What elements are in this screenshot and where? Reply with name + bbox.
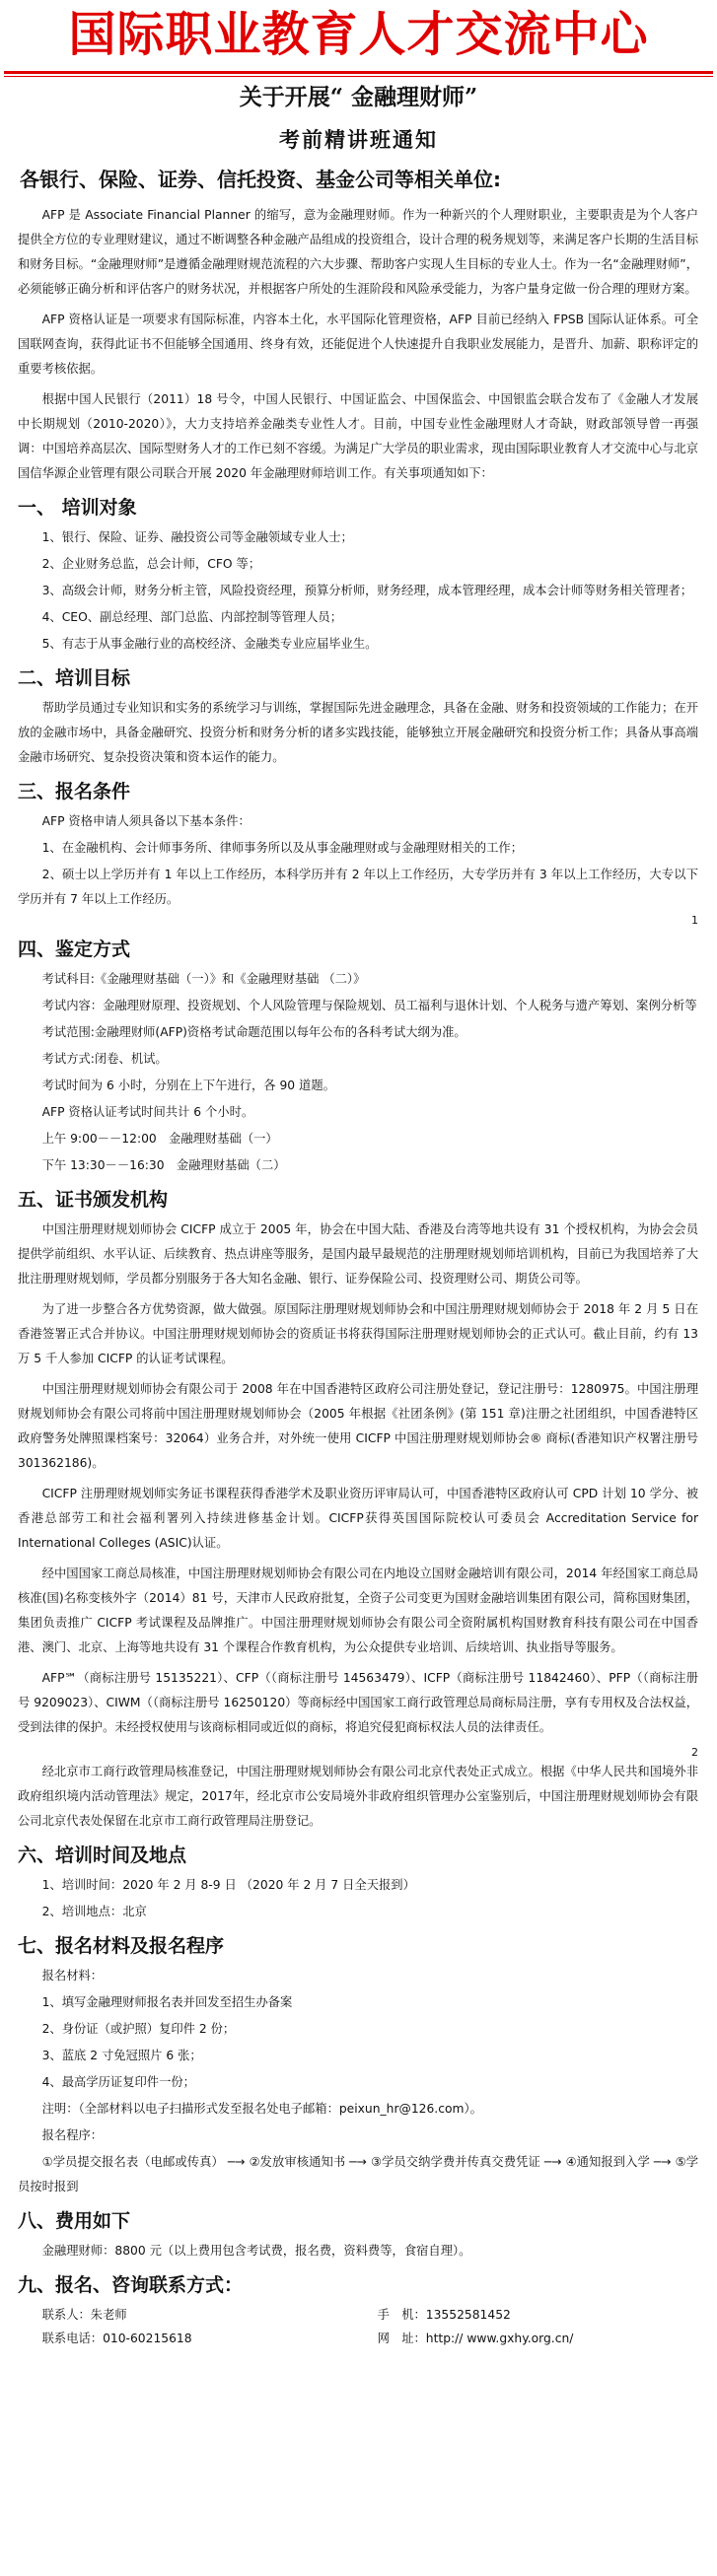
list-item: 2、企业财务总监，总会计师，CFO 等； xyxy=(41,557,261,571)
list-item: 3、蓝底 2 寸免冠照片 6 张； xyxy=(41,2049,202,2062)
section-paragraph: 中国注册理财规划师协会有限公司于 2008 年在中国香港特区政府公司注册处登记，登记注册号：1280975。中国注册理财规划师协会有限公司将前中国注册理财规划师协会（2005 年根据《社团条例》(第 151 章)注册之社团组织，中国香港特区政府警务处牌照课档案号：32064）业务合并，对外统一使用 CICFP 中国注册理财规划师协会® 商标(香港知识产权署注册号 301362186)。 xyxy=(18,1382,698,1470)
section-heading-training-goal: 二、培训目标 xyxy=(18,667,131,689)
list-item: 1、在金融机构、会计师事务所、律师事务所以及从事金融理财或与金融理财相关的工作； xyxy=(41,841,523,855)
notice-body xyxy=(18,203,698,2350)
section-paragraph: 为了进一步整合各方优势资源，做大做强。原国际注册理财规划师协会和中国注册理财规划师协会于 2018 年 2 月 5 日在香港签署正式合并协议。中国注册理财规划师协会的资质证书将获得国际注册理财规划师协会的正式认可。截止目前，约有 13 万 5 千人参加 CICFP 的认证考试课程。 xyxy=(18,1302,698,1365)
section-heading-contact: 九、报名、咨询联系方式： xyxy=(18,2274,244,2296)
intro-paragraph: AFP 资格认证是一项要求有国际标准，内容本土化，水平国际化管理资格，AFP 目前已经纳入 FPSB 国际认证体系。可全国联网查询，获得此证书不但能够全国通用、终身有效，还能促进个人快速提升自我职业发展能力，是晋升、加薪、职称评定的重要考核依据。 xyxy=(18,313,698,376)
list-item: 报名程序： xyxy=(41,2128,104,2142)
section-paragraph: 经中国国家工商总局核准，中国注册理财规划师协会有限公司在内地设立国财金融培训有限公司，2014 年经国家工商总局核准(国)名称变核外字（2014）81 号，天津市人民政府批复，全资子公司变更为国财金融培训集团有限公司，简称国财集团，集团负责推广 CICFP 考试课程及品牌推广。中国注册理财规划师协会有限公司全资附属机构国财教育科技有限公司在中国香港、澳门、北京、上海等地共设有 31 个课程合作教育机构，为公众提供专业培训、后续培训、执业指导等服务。 xyxy=(18,1566,698,1654)
list-item: 报名材料： xyxy=(41,1969,104,1983)
section-heading-time-place: 六、培训时间及地点 xyxy=(18,1845,187,1866)
list-item: 2、身份证（或护照）复印件 2 份； xyxy=(41,2022,236,2036)
list-item: 2、培训地点：北京 xyxy=(41,1905,147,1918)
list-item: 考试科目:《金融理财基础（一）》和《金融理财基础 （二）》 xyxy=(41,972,366,986)
list-item: 4、最高学历证复印件一份； xyxy=(41,2075,195,2089)
list-item: 5、有志于从事金融行业的高校经济、金融类专业应届毕业生。 xyxy=(41,637,378,651)
intro-paragraph: 根据中国人民银行（2011）18 号令，中国人民银行、中国证监会、中国保监会、中国银监会联合发布了《金融人才发展中长期规划（2010-2020）》，大力支持培养金融类专业性人才。目前，中国专业性金融理财人才奇缺，财政部领导曾一再强调：中国培养高层次、国际型财务人才的工作已刻不容缓。为满足广大学员的职业需求，现由国际职业教育人才交流中心与北京国信华源企业管理有限公司联合开展 2020 年金融理财师培训工作。有关事项通知如下： xyxy=(18,392,698,480)
section-heading-registration: 七、报名材料及报名程序 xyxy=(18,1935,225,1957)
contact-row xyxy=(18,2303,698,2327)
section-heading-training-target: 一、 培训对象 xyxy=(18,497,137,519)
list-item: 考试范围:金融理财师(AFP)资格考试命题范围以每年公布的各科考试大纲为准。 xyxy=(41,1025,466,1039)
addressee: 各银行、保险、证券、信托投资、基金公司等相关单位: xyxy=(20,168,501,191)
registration-flow: ①学员提交报名表（电邮或传真） ─→ ②发放审核通知书 ─→ ③学员交纳学费并传真交费凭证 ─→ ④通知报到入学 ─→ ⑤学员按时报到 xyxy=(18,2155,698,2193)
list-item: 注明：（全部材料以电子扫描形式发至报名处电子邮箱：peixun_hr@126.com）。 xyxy=(41,2102,482,2116)
list-item: AFP 资格申请人须具备以下基本条件： xyxy=(41,814,251,828)
notice-title: 关于开展“ 金融理财师” xyxy=(239,84,478,110)
list-item: 考试内容：金融理财原理、投资规划、个人风险管理与保险规划、员工福利与退休计划、个人税务与遗产筹划、案例分析等 xyxy=(41,999,697,1012)
organization-banner: 国际职业教育人才交流中心 xyxy=(68,7,649,62)
notice-subtitle: 考前精讲班通知 xyxy=(279,127,438,152)
section-heading-assessment: 四、鉴定方式 xyxy=(18,939,131,960)
list-item: 考试时间为 6 小时，分别在上下午进行，各 90 道题。 xyxy=(41,1079,335,1092)
section-paragraph: 中国注册理财规划师协会 CICFP 成立于 2005 年，协会在中国大陆、香港及台湾等地共设有 31 个授权机构，为协会会员提供学前组织、水平认证、后续教育、热点讲座等服务，是国内最早最规范的注册理财规划师培训机构，目前已为我国培养了大批注册理财规划师，学员都分别服务于各大知名金融、银行、证券保险公司、投资理财公司、期货公司等。 xyxy=(18,1222,698,1286)
contact-row xyxy=(18,2327,698,2350)
intro-paragraph: AFP 是 Associate Financial Planner 的缩写，意为金融理财师。作为一种新兴的个人理财职业，主要职责是为个人客户提供全方位的专业理财建议，通过不断调整各种金融产品组成的投资组合，设计合理的税务规划等，来满足客户长期的生活目标和财务目标。“金融理财师”是遵循金融理财规范流程的六大步骤、帮助客户实现人生目标的专业人士。作为一名“金融理财师”，必须能够正确分析和评估客户的财务状况，并根据客户所处的生涯阶段和风险承受能力，为客户量身定做一份合理的理财方案。 xyxy=(18,208,698,296)
contact-person: 联系人：朱老师 xyxy=(41,2308,127,2322)
list-item: 上午 9:00－－12:00 金融理财基础（一） xyxy=(41,1132,278,1146)
contact-mobile: 手 机：13552581452 xyxy=(377,2308,511,2322)
contact-website-link[interactable]: 网 址：http:// www.gxhy.org.cn/ xyxy=(377,2332,574,2345)
section-heading-certificate-issuer: 五、证书颁发机构 xyxy=(18,1189,169,1211)
list-item: 2、硕士以上学历并有 1 年以上工作经历，本科学历并有 2 年以上工作经历，大专学历并有 3 年以上工作经历，大专以下学历并有 7 年以上工作经历。 xyxy=(18,868,698,906)
fee-text: 金融理财师：8800 元（以上费用包含考试费，报名费，资料费等，食宿自理）。 xyxy=(41,2244,471,2258)
list-item: AFP 资格认证考试时间共计 6 个小时。 xyxy=(41,1105,254,1119)
section-paragraph: 经北京市工商行政管理局核准登记，中国注册理财规划师协会有限公司北京代表处正式成立。根据《中华人民共和国境外非政府组织境内活动管理法》规定，2017年，经北京市公安局境外非政府组织管理办公室鉴别后，中国注册理财规划师协会有限公司北京代表处保留在北京市工商行政管理局注册登记。 xyxy=(18,1765,698,1828)
section-paragraph: AFP℠（商标注册号 15135221）、CFP（（商标注册号 14563479）、ICFP（商标注册号 11842460）、PFP（（商标注册号 9209023）、CIWM（（商标注册号 16250120）等商标经中国国家工商行政管理总局商标局注册，享有专用权及合法权益，受到法律的保护。未经授权使用与该商标相同或近似的商标，将追究侵犯商标权法人员的法律责任。 xyxy=(18,1671,698,1734)
section-paragraph: CICFP 注册理财规划师实务证书课程获得香港学术及职业资历评审局认可，中国香港特区政府认可 CPD 计划 10 学分、被香港总部劳工和社会福利署列入持续进修基金计划。CICFP获得英国国际院校认可委员会 Accreditation Service for International Colleges (ASIC)认证。 xyxy=(18,1487,698,1550)
list-item: 1、填写金融理财师报名表并回发至招生办备案 xyxy=(41,1995,293,2009)
red-rule-thin xyxy=(4,76,713,77)
list-item: 下午 13:30－－16:30 金融理财基础（二） xyxy=(41,1158,286,1172)
section-paragraph: 帮助学员通过专业知识和实务的系统学习与训练，掌握国际先进金融理念，具备在金融、财务和投资领域的工作能力；在开放的金融市场中，具备金融研究、投资分析和财务分析的诸多实践技能，能够独立开展金融研究和投资分析工作；具备从事高端金融市场研究、复杂投资决策和资本运作的能力。 xyxy=(18,701,698,764)
list-item: 3、高级会计师，财务分析主管，风险投资经理，预算分析师，财务经理，成本管理经理，成本会计师等财务相关管理者； xyxy=(41,584,693,597)
list-item: 1、银行、保险、证券、融投资公司等金融领域专业人士； xyxy=(41,530,353,544)
page-number: 2 xyxy=(691,1746,698,1759)
red-rule-thick xyxy=(4,71,713,74)
list-item: 1、培训时间：2020 年 2 月 8-9 日 （2020 年 2 月 7 日全天报到） xyxy=(41,1878,415,1892)
section-heading-fees: 八、费用如下 xyxy=(18,2210,131,2232)
page-number: 1 xyxy=(691,914,698,927)
section-heading-requirements: 三、报名条件 xyxy=(18,781,131,802)
list-item: 4、CEO、副总经理、部门总监、内部控制等管理人员； xyxy=(41,610,342,624)
list-item: 考试方式:闭卷、机试。 xyxy=(41,1052,168,1066)
contact-phone: 联系电话：010-60215618 xyxy=(41,2332,192,2345)
